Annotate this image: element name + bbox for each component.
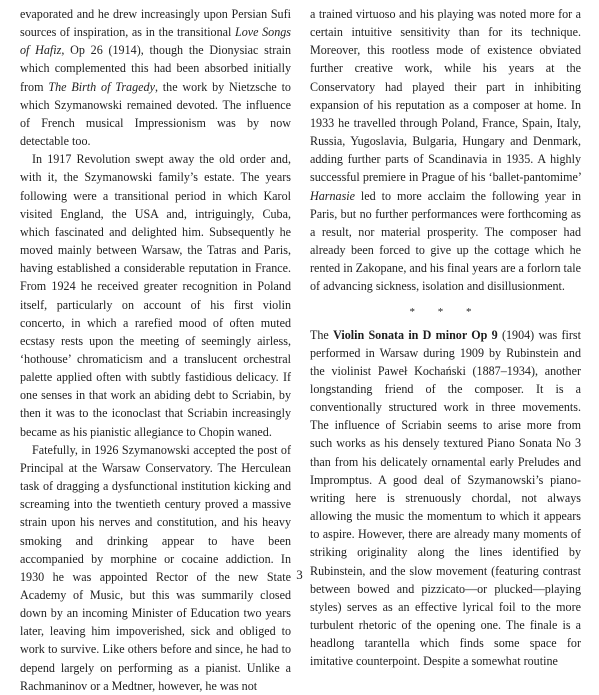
text-run: , the work by Nietzsche to which Szymanowski remained devoted. The influence of French musical Impressionism was by now detectable too. [20,79,291,149]
italic-title: Harnasie [310,188,356,203]
work-title: Violin Sonata in D minor Op 9 [333,327,498,342]
paragraph [20,5,291,150]
italic-title: The Birth of Tragedy [48,79,155,94]
text-run: In 1917 Revolution swept away the old order and, with it, the Szymanowski family’s estate. The years following were a transitional period in which Karol visited England, the USA and, intriguingly, Cuba, which fascinated and delighted him. Subsequently he moved mainly between Warsaw, the Tatras and Paris, having established a considerable reputation in France. From 1924 he received greater recognition in Poland itself, particularly on account of his first violin concerto, in which a rarefied mood of often muted ecstasy rests upon the meeting of seemingly airless, ‘hothouse’ chromaticism and a translucent orchestral palette applied often with subtly fastidious delicacy. If one senses in that work an abiding debt to Scriabin, by then it was to the iconoclast that Scriabin increasingly became as his pianistic allegiance to Chopin waned. [20,152,291,439]
text-run: evaporated and he drew increasingly upon Persian Sufi sources of inspiration, as in the transitional [20,7,291,40]
text-run: (1904) was first performed in Warsaw during 1909 by Rubinstein and the violinist Paweł Kochański (1887–1934), another longstanding friend of the composer. It is a conventionally structured work in three movements. The influence of Scriabin seems to arise more from such works as his densely textured Piano Sonata No 3 than from his delicately ornamental early Preludes and Impromptus. A good deal of Szymanowski’s piano-writing here is strenuously chordal, not always allowing the music the momentum to which it appears to aspire. However, there are already many moments of striking originality along the lines identified by Rubinstein, and the slow movement (featuring contrast between bowed and pizzicato—or plucked—playing styles) serves as an effective lyrical foil to the more turbulent rhetoric of the opening one. The finale is a headlong tarantella which finds some space for imitative counterpoint. Despite a somewhat routine [310,327,581,669]
section-separator: * * * [409,305,482,318]
page-number: 3 [296,567,303,582]
text-run: Fatefully, in 1926 Szymanowski accepted the post of Principal at the Warsaw Conservatory. The Herculean task of dragging a dysfunctional institution kicking and screaming into the twentieth century proved a massive strain upon his nerves and constitution, and his heavy smoking and drinking appear to have been accompanied by morphine or cocaine addiction. In 1930 he was appointed Rector of the new State Academy of Music, but this was summarily closed down by an incoming Minister of Education two years later, leaving him impoverished, sick and obliged to work to survive. Like others before and since, he had to depend largely on performing as a pianist. Unlike a Rachmaninov or a Medtner, however, he was not [20,442,291,693]
text-run: a trained virtuoso and his playing was noted more for a certain intuitive sensitivity than for its technique. Moreover, this rootless mode of existence obviated further creative work, while his years at the Conservatory had played their part in inhibiting expansion of his reputation as a composer at home. In 1933 he travelled through Poland, France, Spain, Italy, Russia, Yugoslavia, Bulgaria, Hungary and Denmark, adding further parts of Scandinavia in 1935. A highly successful premiere in Prague of his ‘ballet-pantomime’ [310,7,581,185]
text-run: led to more acclaim the following year in Paris, but no further performances were forthcoming as a result, nor material prosperity. The composer had already been forced to give up the cottage which he rented in Zakopane, and his final years are a forlorn tale of advancing sickness, isolation and disillusionment. [310,188,581,294]
italic-title: Love Songs of Hafiz [20,25,291,58]
left-column [20,5,291,695]
paragraph [20,150,291,441]
paragraph [310,326,581,671]
text-run: The [310,327,334,342]
paragraph [310,5,581,296]
text-run: , Op 26 (1914), though the Dionysiac strain which complemented this had been absorbed initially from [20,43,291,94]
